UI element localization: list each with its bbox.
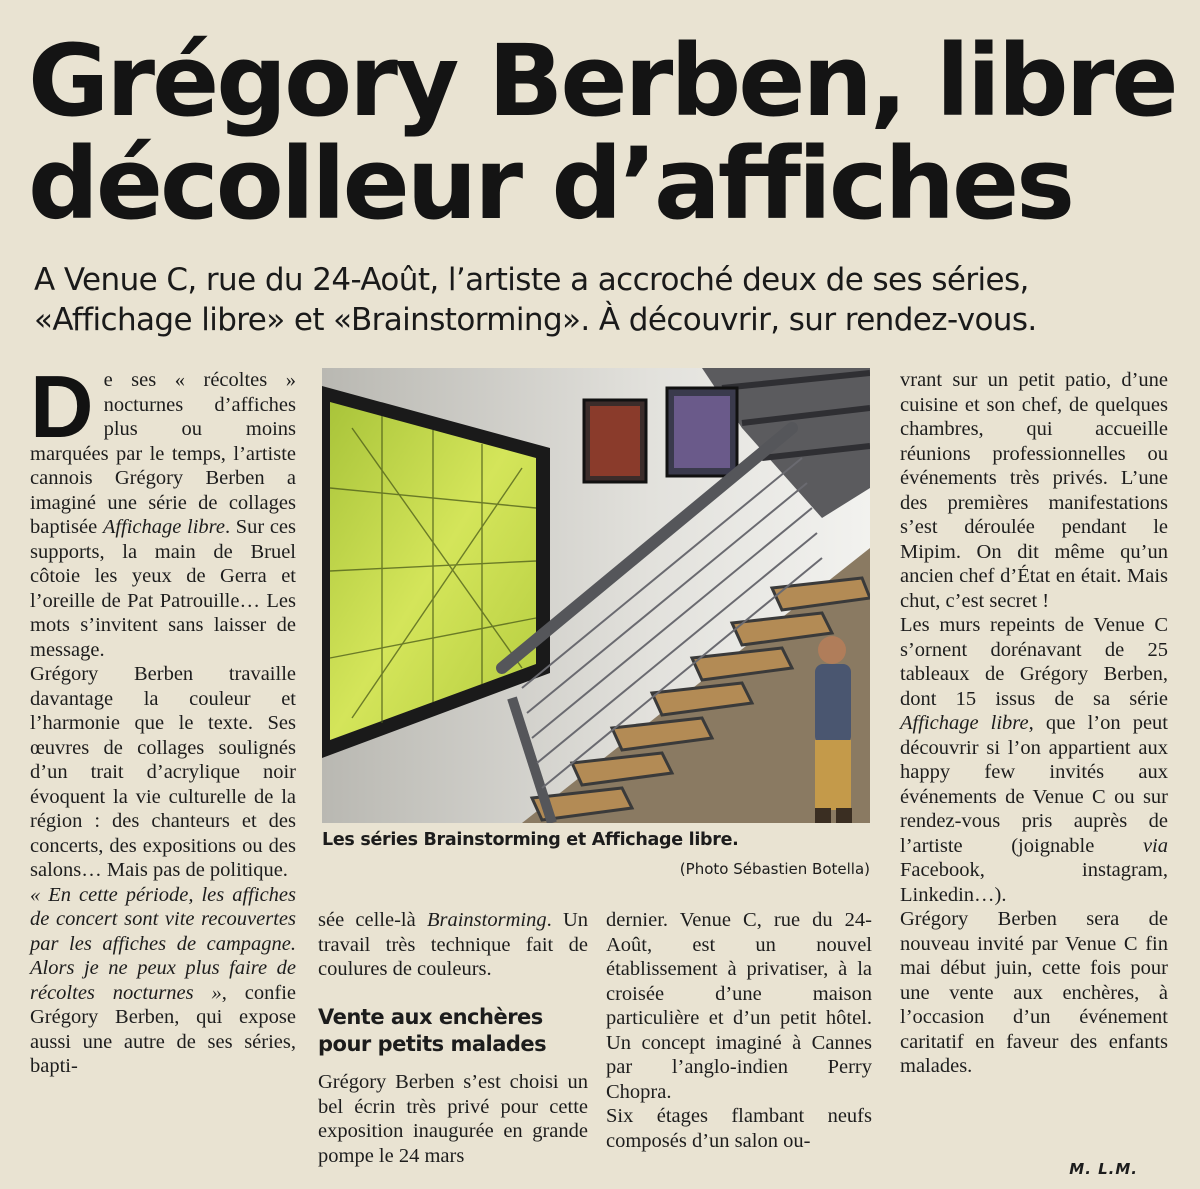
section-subhead: Vente aux enchères pour petits malades — [318, 1005, 547, 1056]
paragraph-2: Grégory Berben travaille davantage la couleur et l’harmonie que le texte. Ses œuvres de collages soulignés d’un trait d’acrylique noir évoquent la vie culturelle de la région : des chanteurs et des concerts, des expositions ou des salons… Mais pas de politique. — [30, 663, 296, 881]
artist-quote: « En cette période, les affiches de concert sont vite recouvertes par les affiches de campagne. Alors je ne peux plus faire de récoltes nocturnes » — [30, 883, 296, 1004]
paragraph-auction: Grégory Berben sera de nouveau invité par Venue C fin mai début juin, cette fois pour une vente aux enchères, à l’occasion d’un événement caritatif en faveur des enfants malades. — [900, 908, 1168, 1077]
article-column-1 — [30, 357, 297, 1079]
paragraph-patio: vrant sur un petit patio, d’une cuisine et son chef, de quelques chambres, qui accueille réunions professionnelles ou événements très privés. L’une des premières manifestations s’est déroulée pendant le Mipim. On dit même qu’un ancien chef d’État en était. Mais chut, c’est secret ! — [900, 369, 1168, 612]
paragraph-quote: « En cette période, les affiches de concert sont vite recouvertes par les affiches de campagne. Alors je ne peux plus faire de récoltes nocturnes », confie Grégory Berben, qui expose aussi une autre de ses séries, bapti- — [30, 883, 296, 1077]
article-column-2 — [318, 908, 588, 982]
article-column-3 — [606, 908, 872, 1153]
paragraph-walls: Les murs repeints de Venue C s’ornent dorénavant de 25 tableaux de Grégory Berben, dont 15 issus de sa série Affichage libre, que l’on peut découvrir si l’on appartient aux happy few invités aux événements de Venue C ou sur rendez-vous pris auprès de l’artiste (joignable via Facebook, instagram, Linkedin…). — [900, 614, 1168, 906]
article-photo — [322, 368, 870, 823]
paragraph-floors: Six étages flambant neufs composés d’un salon ou- — [606, 1105, 872, 1152]
headline-line-2: décolleur d’affiches — [28, 127, 1073, 242]
paragraph-brainstorming: sée celle-là Brainstorming. Un travail très technique fait de coulures de couleurs. — [318, 909, 588, 980]
standfirst-line-1: A Venue C, rue du 24-Août, l’artiste a accroché deux de ses séries, — [34, 262, 1029, 298]
headline — [28, 24, 1178, 242]
paragraph-venue: dernier. Venue C, rue du 24-Août, est un nouvel établissement à privatiser, à la croisée d’une maison particulière et d’un petit hôtel. Un concept imaginé à Cannes par l’anglo-indien Perry Chopra. — [606, 909, 872, 1103]
article-column-4 — [900, 368, 1168, 1079]
drop-cap: D — [30, 357, 94, 456]
article-column-2b — [318, 1070, 588, 1168]
standfirst-line-2: «Affichage libre» et «Brainstorming». À découvrir, sur rendez-vous. — [34, 302, 1037, 338]
paragraph-exhibition: Grégory Berben s’est choisi un bel écrin très privé pour cette exposition inaugurée en grande pompe le 24 mars — [318, 1071, 588, 1167]
standfirst — [34, 260, 1174, 340]
author-signature: M. L.M. — [1069, 1160, 1138, 1178]
headline-line-1: Grégory Berben, libre — [28, 24, 1176, 139]
paragraph-intro: De ses « récoltes » nocturnes d’affiches plus ou moins marquées par le temps, l’artiste cannois Grégory Berben a imaginé une série de collages baptisée Affichage libre. Sur ces supports, la main de Bruel côtoie les yeux de Gerra et l’oreille de Pat Patrouille… Les mots s’invitent sans laisser de message. — [30, 357, 297, 661]
photo-credit: (Photo Sébastien Botella) — [679, 860, 870, 878]
photo-caption: Les séries Brainstorming et Affichage libre. — [322, 830, 739, 850]
staircase-gallery-image — [322, 368, 870, 823]
